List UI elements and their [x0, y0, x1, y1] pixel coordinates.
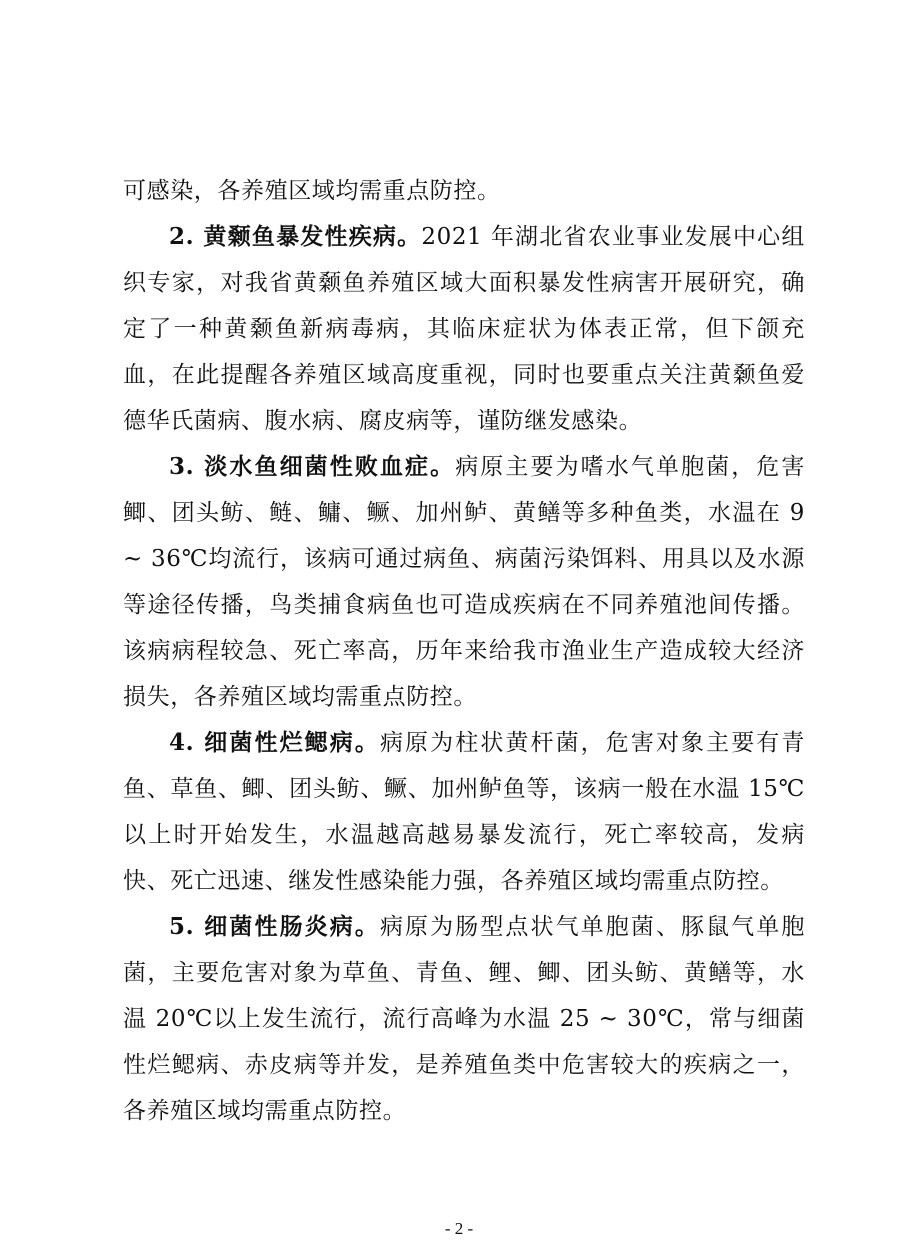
paragraph-bacterial-enteritis — [123, 904, 805, 1134]
paragraph-bacterial-septicemia — [123, 444, 805, 720]
paragraph-heading: 2. 黄颡鱼暴发性疾病。 — [169, 223, 422, 250]
paragraph-continuation — [123, 168, 805, 214]
paragraph-yellow-catfish-disease — [123, 214, 805, 444]
paragraph-text: 病原主要为嗜水气单胞菌，危害鲫、团头鲂、鲢、鳙、鳜、加州鲈、黄鳝等多种鱼类，水温在 9 ~ 36℃均流行，该病可通过病鱼、病菌污染饵料、用具以及水源等途径传播，鸟类捕食病鱼也可造成疾病在不同养殖池间传播。该病病程较急、死亡率高，历年来给我市渔业生产造成较大经济损失，各养殖区域均需重点防控。 — [123, 454, 805, 710]
paragraph-heading: 5. 细菌性肠炎病。 — [169, 913, 380, 940]
paragraph-heading: 3. 淡水鱼细菌性败血症。 — [169, 453, 456, 480]
paragraph-text: 2021 年湖北省农业事业发展中心组织专家，对我省黄颡鱼养殖区域大面积暴发性病害开展研究，确定了一种黄颡鱼新病毒病，其临床症状为体表正常，但下颌充血，在此提醒各养殖区域高度重视，同时也要重点关注黄颡鱼爱德华氏菌病、腹水病、腐皮病等，谨防继发感染。 — [123, 224, 805, 434]
paragraph-bacterial-gill-rot — [123, 720, 805, 904]
paragraph-text: 病原为柱状黄杆菌，危害对象主要有青鱼、草鱼、鲫、团头鲂、鳜、加州鲈鱼等，该病一般在水温 15℃以上时开始发生，水温越高越易暴发流行，死亡率较高，发病快、死亡迅速、继发性感染能力强，各养殖区域均需重点防控。 — [123, 730, 805, 894]
paragraph-text: 可感染，各养殖区域均需重点防控。 — [123, 178, 501, 204]
paragraph-text: 病原为肠型点状气单胞菌、豚鼠气单胞菌，主要危害对象为草鱼、青鱼、鲤、鲫、团头鲂、黄鳝等，水温 20℃以上发生流行，流行高峰为水温 25 ~ 30℃，常与细菌性烂鳃病、赤皮病等并发，是养殖鱼类中危害较大的疾病之一，各养殖区域均需重点防控。 — [123, 914, 805, 1124]
paragraph-heading: 4. 细菌性烂鳃病。 — [169, 729, 380, 756]
body-text — [123, 168, 805, 1134]
page-number: - 2 - — [444, 1219, 474, 1238]
